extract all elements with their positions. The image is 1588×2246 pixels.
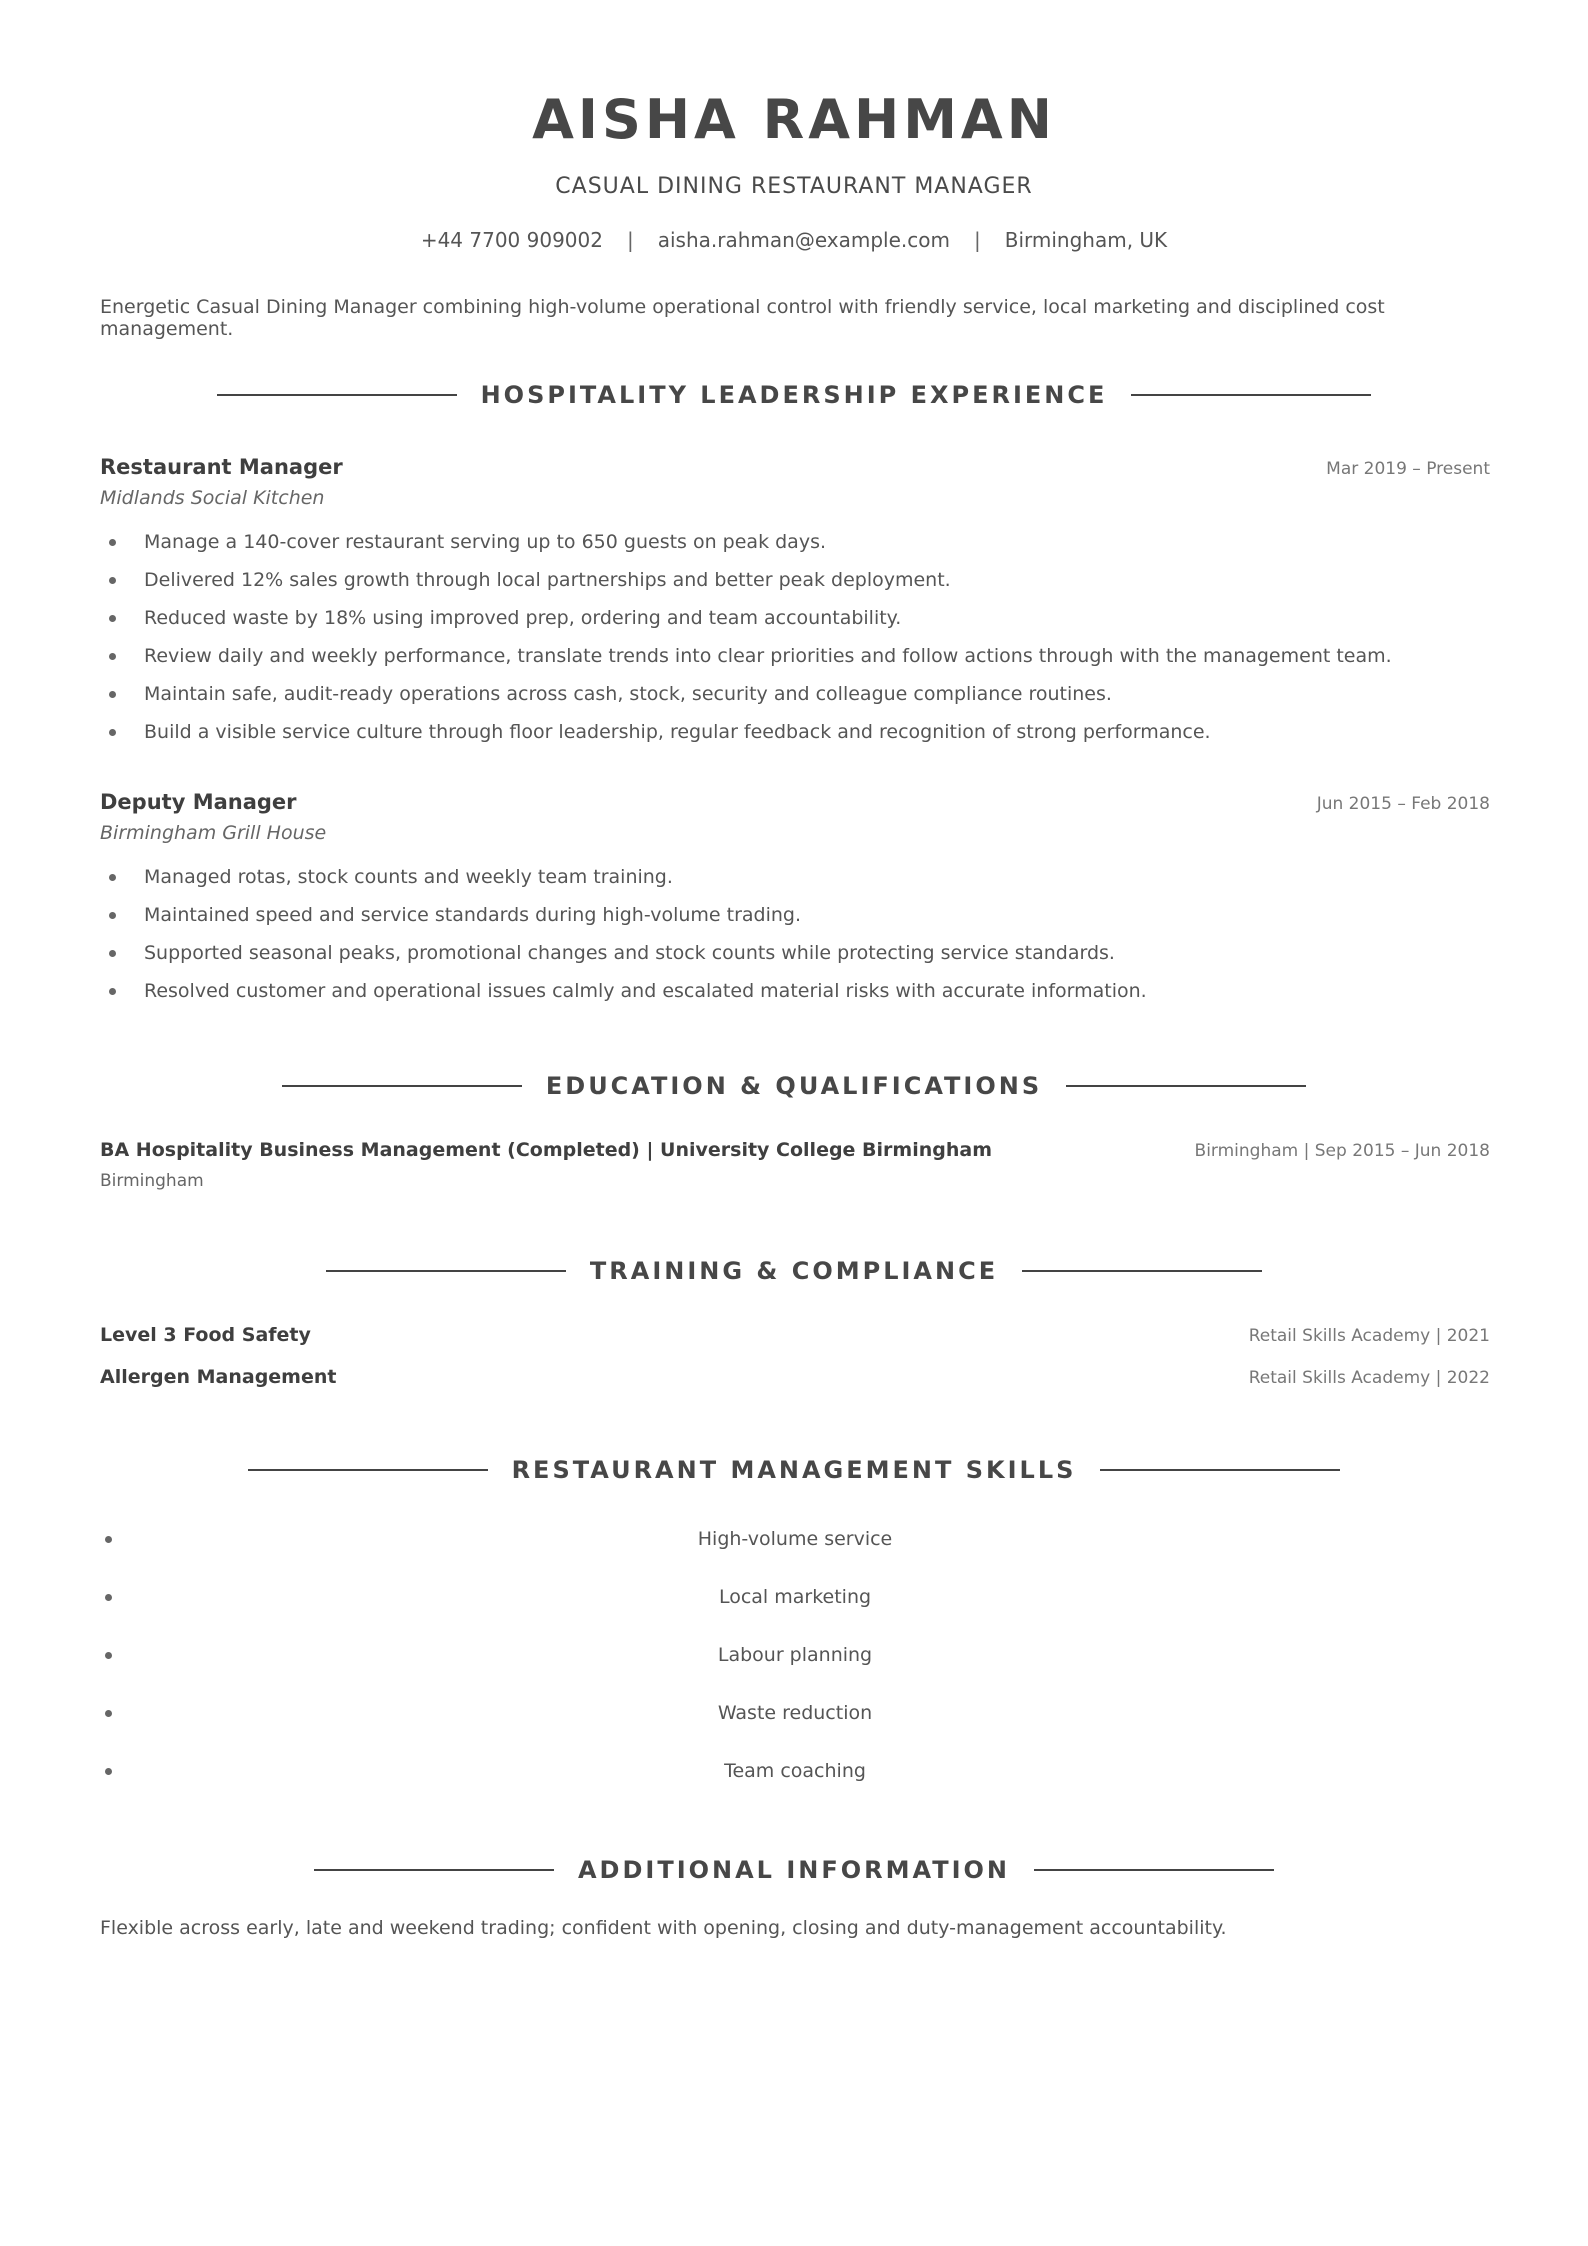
skill-item: Local marketing [100, 1578, 1490, 1636]
contact-line [0, 228, 1588, 252]
contact-separator: | [626, 228, 634, 252]
skill-item: Labour planning [100, 1636, 1490, 1694]
location: Birmingham, UK [1004, 228, 1168, 252]
bullet-item: Supported seasonal peaks, promotional changes and stock counts while protecting service standards. [100, 934, 1490, 972]
professional-summary: Energetic Casual Dining Manager combining high-volume operational control with friendly service, local marketing and disciplined cost management. [100, 296, 1385, 340]
heading-rule [1034, 1869, 1274, 1871]
skills-list [100, 1520, 1490, 1810]
section-title: HOSPITALITY LEADERSHIP EXPERIENCE [480, 381, 1108, 409]
job-dates: Jun 2015 – Feb 2018 [1316, 794, 1490, 814]
heading-rule [282, 1085, 522, 1087]
job-bullets [100, 858, 1490, 1010]
heading-rule [1022, 1270, 1262, 1272]
section-title: EDUCATION & QUALIFICATIONS [545, 1072, 1043, 1100]
job-title: Restaurant Manager [100, 455, 343, 479]
training-meta: Retail Skills Academy | 2022 [1248, 1368, 1490, 1388]
bullet-item: Maintained speed and service standards during high-volume trading. [100, 896, 1490, 934]
candidate-headline: CASUAL DINING RESTAURANT MANAGER [555, 174, 1033, 199]
section-title: ADDITIONAL INFORMATION [577, 1856, 1011, 1884]
training-section-heading [0, 1257, 1588, 1285]
additional-info-text: Flexible across early, late and weekend trading; confident with opening, closing and duty-management accountability. [100, 1917, 1227, 1939]
bullet-item: Review daily and weekly performance, translate trends into clear priorities and follow actions through with the management team. [100, 637, 1490, 675]
section-title: TRAINING & COMPLIANCE [589, 1257, 999, 1285]
email-address: aisha.rahman@example.com [657, 228, 950, 252]
job-entry [100, 790, 1490, 1010]
training-meta: Retail Skills Academy | 2021 [1248, 1326, 1490, 1346]
contact-separator: | [973, 228, 981, 252]
education-section-heading [0, 1072, 1588, 1100]
bullet-item: Build a visible service culture through floor leadership, regular feedback and recognition of strong performance. [100, 713, 1490, 751]
training-item [100, 1324, 1490, 1346]
education-entry [100, 1139, 1490, 1191]
section-title: RESTAURANT MANAGEMENT SKILLS [511, 1456, 1077, 1484]
job-company: Midlands Social Kitchen [100, 487, 325, 509]
bullet-item: Managed rotas, stock counts and weekly team training. [100, 858, 1490, 896]
job-dates: Mar 2019 – Present [1326, 459, 1490, 479]
skill-item: Team coaching [100, 1752, 1490, 1810]
experience-section-heading [0, 381, 1588, 409]
skills-section-heading [0, 1456, 1588, 1484]
bullet-item: Maintain safe, audit-ready operations across cash, stock, security and colleague compliance routines. [100, 675, 1490, 713]
bullet-item: Reduced waste by 18% using improved prep, ordering and team accountability. [100, 599, 1490, 637]
heading-rule [314, 1869, 554, 1871]
heading-rule [217, 394, 457, 396]
additional-section-heading [0, 1856, 1588, 1884]
heading-rule [1066, 1085, 1306, 1087]
education-location: Birmingham [100, 1171, 204, 1191]
job-title: Deputy Manager [100, 790, 297, 814]
heading-rule [1131, 394, 1371, 396]
job-entry [100, 455, 1490, 751]
bullet-item: Delivered 12% sales growth through local partnerships and better peak deployment. [100, 561, 1490, 599]
candidate-name: AISHA RAHMAN [532, 88, 1056, 151]
phone-number: +44 7700 909002 [420, 228, 603, 252]
heading-rule [326, 1270, 566, 1272]
job-company: Birmingham Grill House [100, 822, 327, 844]
heading-rule [1100, 1469, 1340, 1471]
bullet-item: Resolved customer and operational issues calmly and escalated material risks with accurate information. [100, 972, 1490, 1010]
skill-item: High-volume service [100, 1520, 1490, 1578]
bullet-item: Manage a 140-cover restaurant serving up to 650 guests on peak days. [100, 523, 1490, 561]
degree-title: BA Hospitality Business Management (Completed) | University College Birmingham [100, 1139, 993, 1161]
training-name: Level 3 Food Safety [100, 1324, 311, 1346]
skill-item: Waste reduction [100, 1694, 1490, 1752]
training-name: Allergen Management [100, 1366, 337, 1388]
job-bullets [100, 523, 1490, 751]
training-item [100, 1366, 1490, 1388]
education-meta: Birmingham | Sep 2015 – Jun 2018 [1194, 1141, 1490, 1161]
heading-rule [248, 1469, 488, 1471]
